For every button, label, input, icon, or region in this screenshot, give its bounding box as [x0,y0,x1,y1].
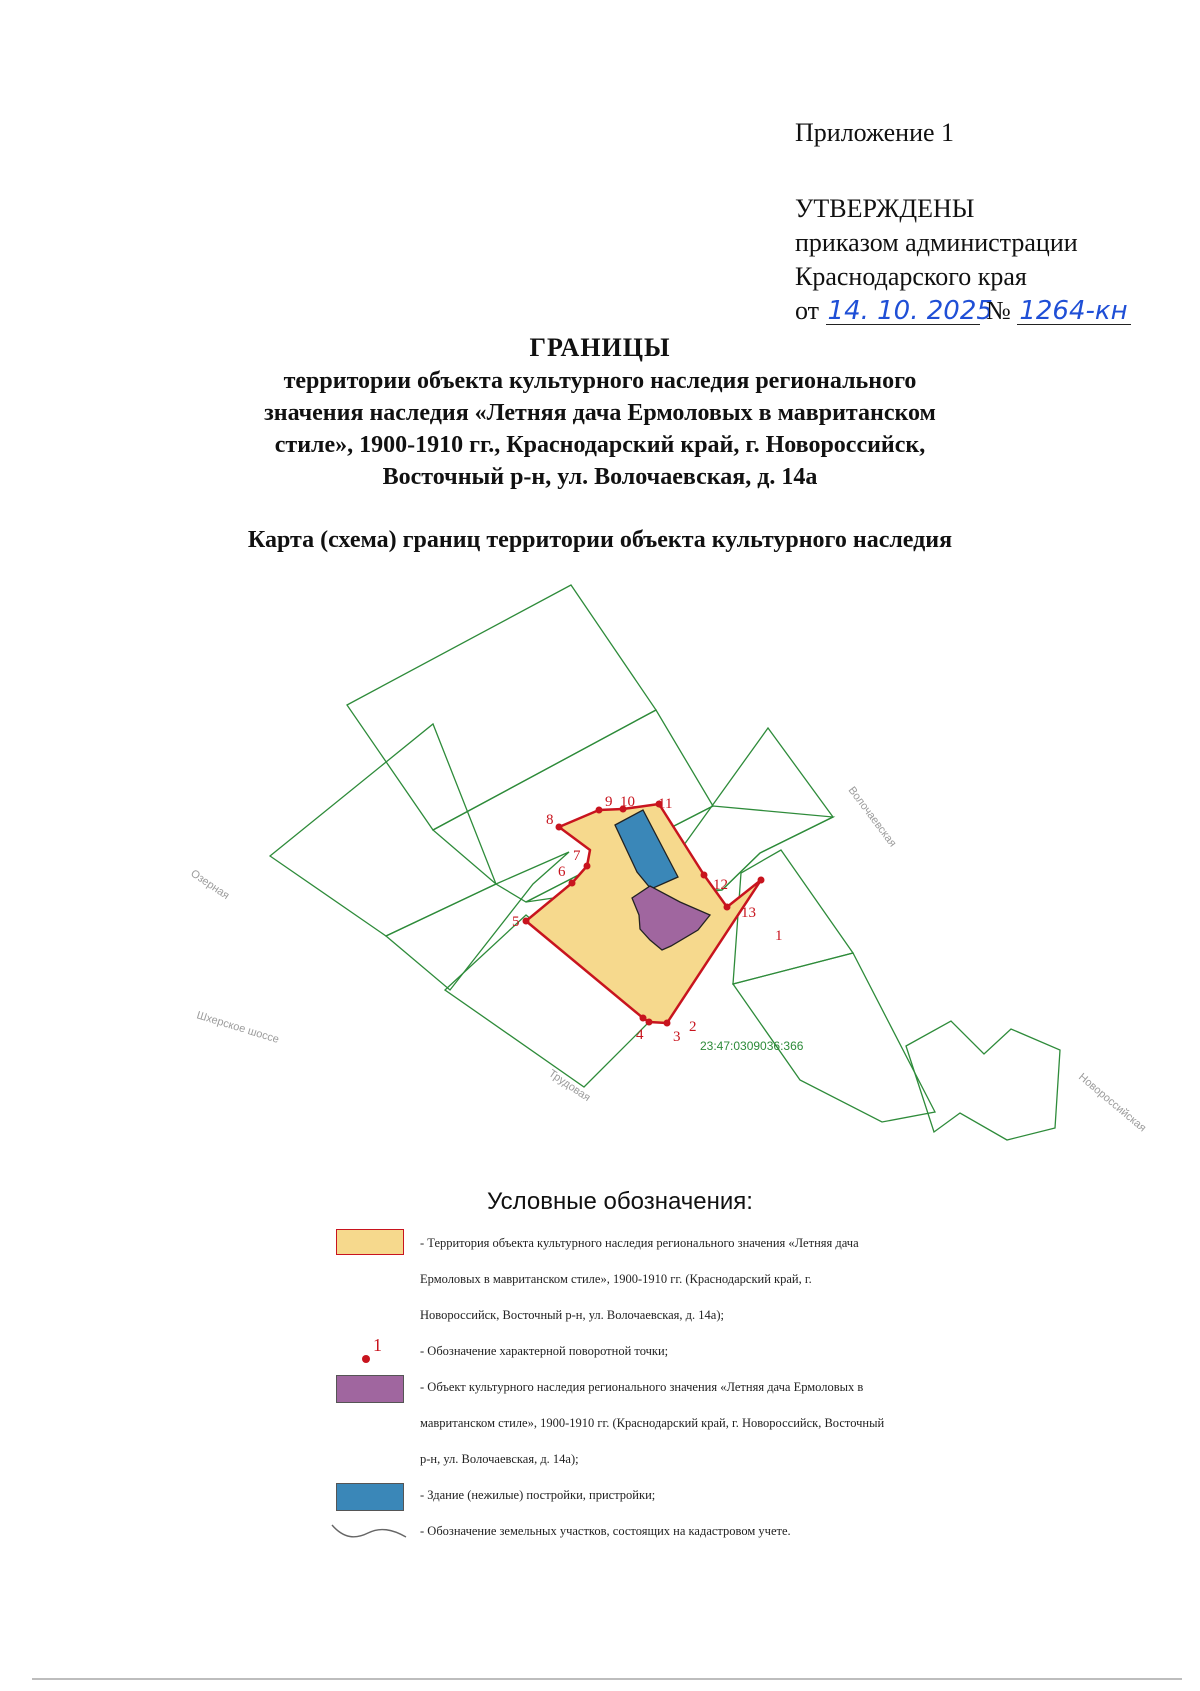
bottom-rule [32,1678,1182,1680]
legend-title: Условные обозначения: [487,1188,753,1215]
point-label: 5 [512,914,520,930]
legend-item-object [328,1369,1028,1477]
parcel [906,1021,1060,1140]
turning-point [646,1019,653,1026]
cadastral-number: 23:47:0309036:366 [700,1039,804,1053]
legend-item-buildings [328,1477,1028,1513]
street-label: Новороссийская [1076,1071,1149,1135]
subtitle-line: Восточный р-н, ул. Волочаевская, д. 14а [382,464,818,490]
legend-item-parcels [328,1513,1028,1549]
object-swatch [336,1375,404,1403]
street-label: Трудовая [546,1067,593,1105]
parcel-line-icon [328,1519,408,1543]
number-prefix: № [986,296,1011,325]
point-label: 6 [558,864,566,880]
point-label: 12 [713,877,728,893]
point-label: 13 [741,905,756,921]
map-caption: Карта (схема) границ территории объекта культурного наследия [247,527,953,553]
legend-text: Новороссийск, Восточный р-н, ул. Волочаевская, д. 14а); [420,1308,724,1322]
point-label: 3 [673,1029,681,1045]
turning-point [758,877,765,884]
point-label: 8 [546,812,554,828]
point-label: 2 [689,1019,697,1035]
legend-text: - Обозначение характерной поворотной точки; [420,1344,669,1358]
point-symbol-icon [358,1335,388,1369]
street-label: Озерная [188,867,232,903]
svg-text:1: 1 [373,1335,382,1355]
turning-point [584,863,591,870]
legend-text: р-н, ул. Волочаевская, д. 14а); [420,1452,579,1466]
approval-date-line [795,294,1131,328]
turning-point [664,1020,671,1027]
legend-text: мавританском стиле», 1900-1910 гг. (Краснодарский край, г. Новороссийск, Восточный [420,1416,885,1430]
point-label: 7 [573,848,581,864]
parcel [733,953,935,1122]
point-label: 1 [775,928,783,944]
turning-point [640,1015,647,1022]
parcel [270,724,496,936]
legend-text: - Обозначение земельных участков, состоящих на кадастровом учете. [420,1524,791,1538]
approved-line-2: Краснодарского края [795,262,1027,291]
legend-text: - Территория объекта культурного наследия регионального значения «Летняя дача [420,1236,859,1250]
date-prefix: от [795,296,820,325]
approval-date: 14. 10. 2025 [827,296,993,326]
approval-number: 1264-кн [1017,298,1131,325]
legend-text: - Здание (нежилые) постройки, пристройки; [420,1488,656,1502]
legend-item-territory [328,1225,1028,1333]
approved-line-1: приказом администрации [795,228,1078,257]
turning-point [556,824,563,831]
point-label: 9 [605,794,613,810]
appendix-label: Приложение 1 [795,118,955,147]
approval-block [795,192,1131,328]
turning-point [596,807,603,814]
street-label: Волочаевская [845,784,899,850]
turning-point [569,880,576,887]
boundary-map [0,570,1200,1170]
subtitle-line: территории объекта культурного наследия регионального [283,368,917,394]
document-subtitle [150,365,1050,493]
buildings-swatch [336,1483,404,1511]
point-label: 10 [620,794,635,810]
point-label: 11 [658,796,673,812]
turning-point [701,872,708,879]
turning-point [724,904,731,911]
turning-point [523,918,530,925]
subtitle-line: стиле», 1900-1910 гг., Краснодарский край, г. Новороссийск, [274,432,926,458]
legend-text: Ермоловых в мавританском стиле», 1900-1910 гг. (Краснодарский край, г. [420,1272,812,1286]
point-label: 4 [636,1027,644,1043]
legend-text: - Объект культурного наследия регионального значения «Летняя дача Ермоловых в [420,1380,864,1394]
document-title: ГРАНИЦЫ [529,333,671,362]
street-label: Шхерское шоссе [195,1009,281,1046]
legend-item-point [328,1333,1028,1369]
territory-swatch [336,1229,404,1255]
approved-title: УТВЕРЖДЕНЫ [795,194,975,223]
subtitle-line: значения наследия «Летняя дача Ермоловых в мавританском [264,400,936,426]
legend [328,1225,1028,1549]
